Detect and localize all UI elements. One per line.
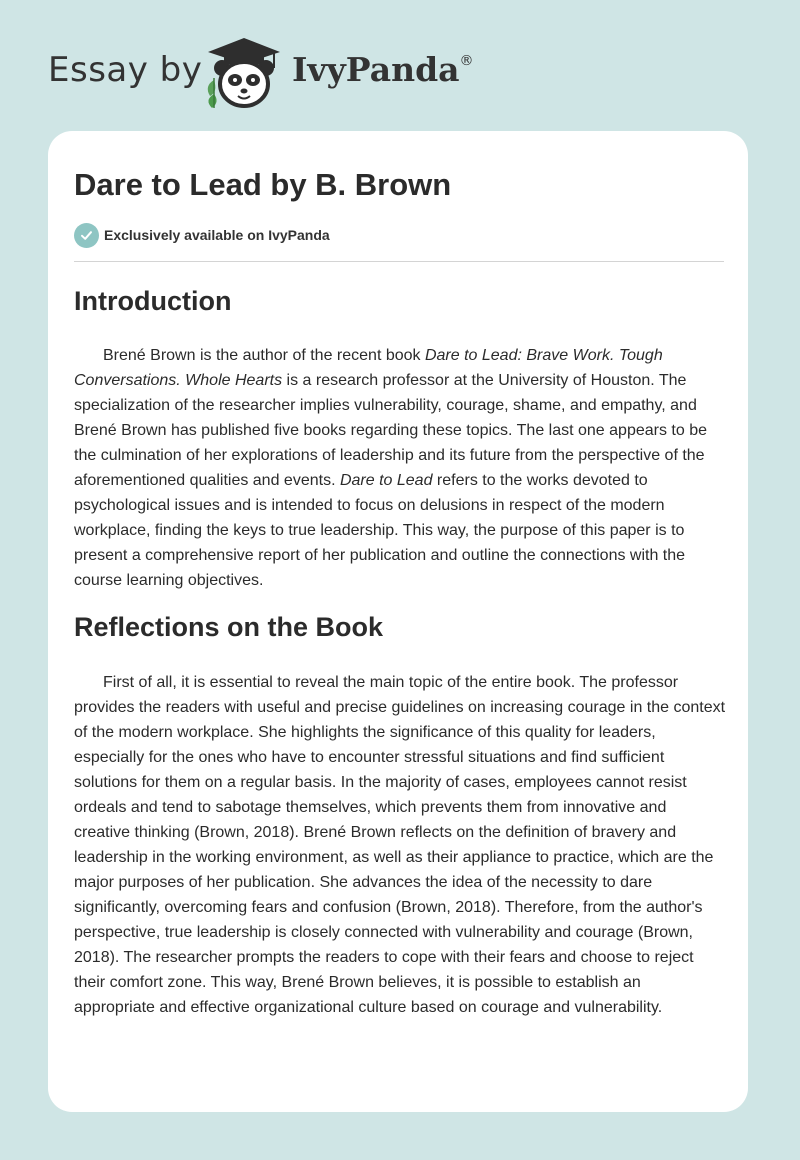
intro-text-a: Brené Brown is the author of the recent book [103, 347, 425, 364]
reflections-paragraph: First of all, it is essential to reveal the main topic of the entire book. The professor provides the readers with useful and precise guidelines on increasing courage in the context of the modern workplace. She highlights the significance of this quality for leaders, especially for the ones who have to encounter stressful situations and find sufficient solutions for them on a regular basis. In the majority of cases, employees cannot resist ordeals and tend to sabotage themselves, which prevents them from innovative and creative thinking (Brown, 2018). Brené Brown reflects on the definition of bravery and leadership in the working environment, as well as their appliance to practice, which are the major purposes of her publication. She advances the idea of the necessity to dare significantly, overcoming fears and confusion (Brown, 2018). Therefore, from the author's perspective, true leadership is closely connected with vulnerability and courage (Brown, 2018). The researcher prompts the readers to cope with their fears and choose to reject their comfort zone. This way, Brené Brown believes, it is possible to establish an appropriate and effective organizational culture based on courage and vulnerability. [74, 674, 726, 1016]
essay-card [48, 131, 748, 1112]
page-title: Dare to Lead by B. Brown [74, 167, 452, 202]
check-icon [74, 223, 99, 248]
section-heading-reflections: Reflections on the Book [74, 612, 384, 642]
essay-by-label: Essay by [48, 50, 203, 90]
intro-text-c: refers to the works devoted to psychological issues and is intended to focus on delusions in respect of the modern workplace, finding the keys to true leadership. This way, the purpose of this paper is to present a comprehensive report of her publication and outline the connections with the course learning objectives. [74, 472, 686, 589]
introduction-paragraph [74, 343, 726, 593]
book-title-short: Dare to Lead [339, 472, 433, 489]
site-header [0, 0, 800, 130]
title-divider [74, 261, 724, 262]
brand-label: IvyPanda [292, 50, 460, 89]
book-title-full: Dare to Lead: Brave Work. Tough Conversations. Whole Hearts [74, 347, 663, 389]
intro-text-b: is a research professor at the University of Houston. The specialization of the researcher implies vulnerability, courage, shame, and empathy, and Brené Brown has published five books regarding these topics. The last one appears to be the culmination of her explorations of leadership and its future from the perspective of the aforementioned qualities and events. [74, 372, 707, 489]
panda-graduate-logo-icon[interactable] [200, 34, 280, 110]
section-heading-introduction: Introduction [74, 286, 232, 316]
brand-name[interactable] [292, 50, 474, 89]
badge-label: Exclusively available on IvyPanda [104, 227, 330, 243]
exclusive-badge [74, 222, 330, 248]
registered-mark: ® [459, 53, 474, 69]
